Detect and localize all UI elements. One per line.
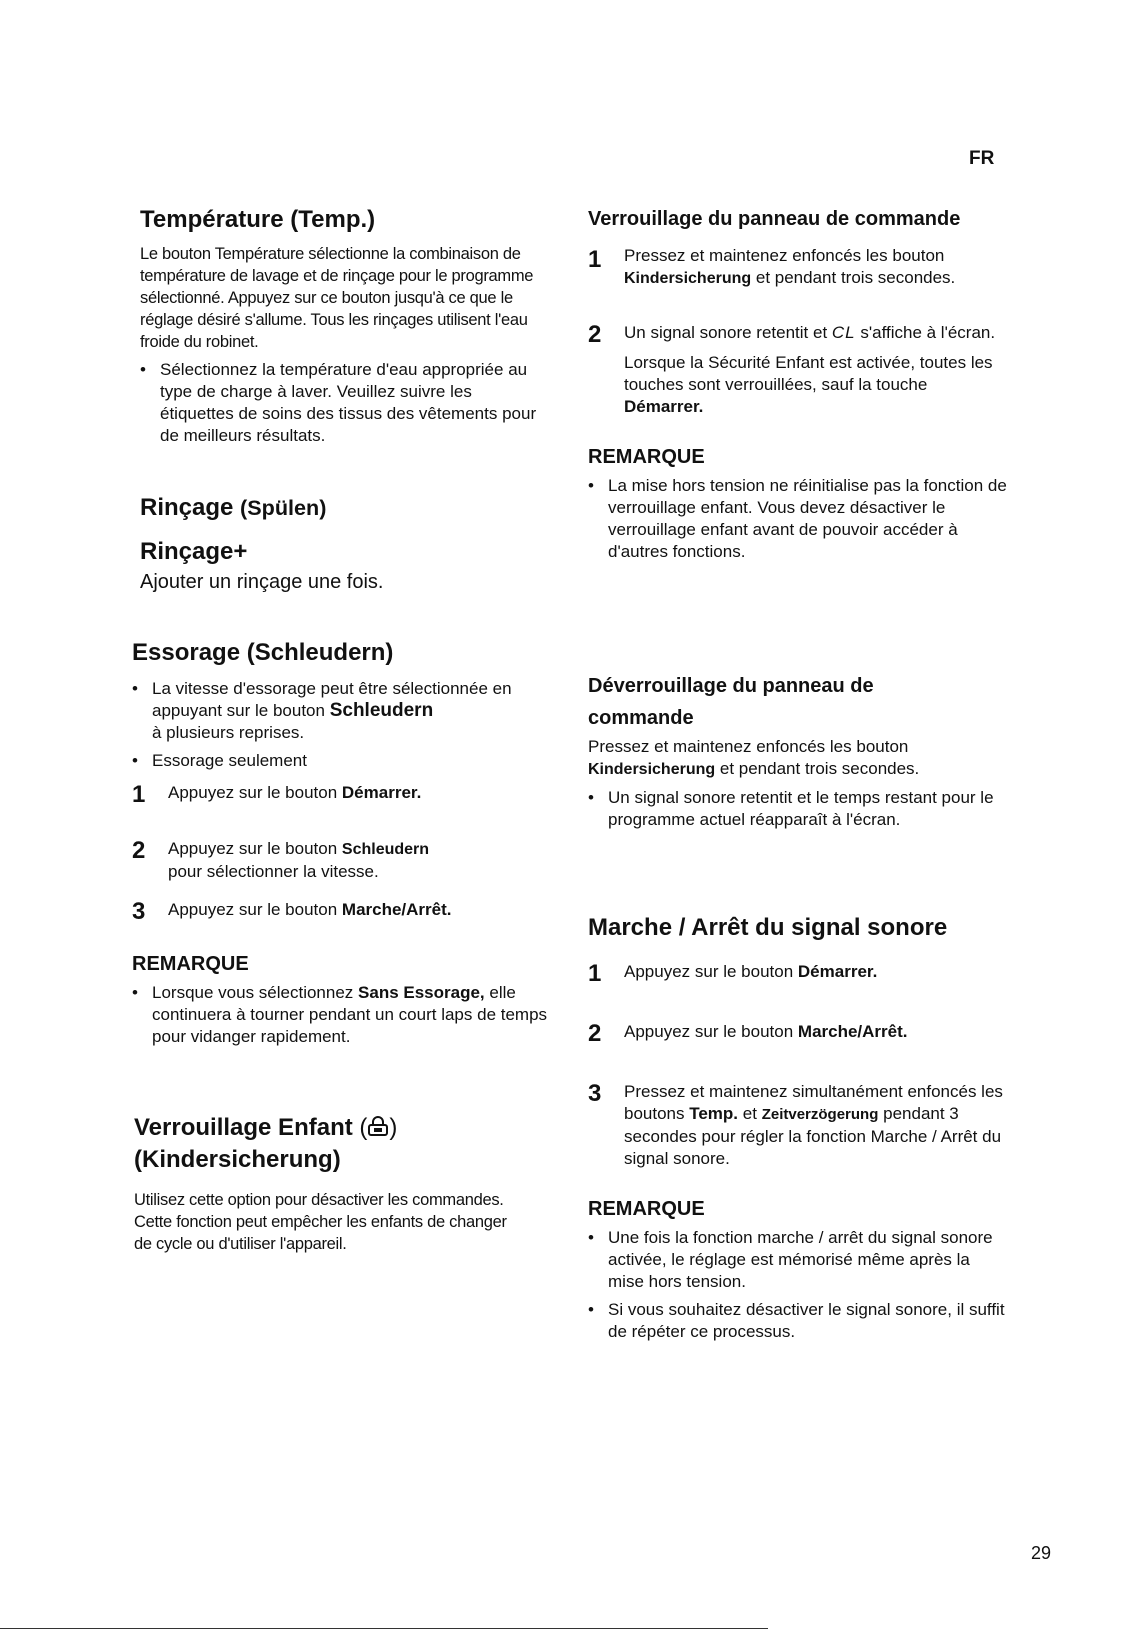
panel-lock-heading: Verrouillage du panneau de commande	[588, 208, 961, 230]
rinse-heading: Rinçage (Spülen)	[140, 494, 327, 521]
panel-lock-step-2: 2 Un signal sonore retentit et CL s'affiche à l'écran. Lorsque la Sécurité Enfant est activée, toutes les touches sont verrouillées, sauf la touche Démarrer.	[588, 322, 1008, 418]
panel-lock-note-heading: REMARQUE	[588, 446, 705, 468]
page-number: 29	[1031, 1543, 1052, 1563]
spin-step-1: 1 Appuyez sur le bouton Démarrer.	[132, 781, 422, 808]
panel-unlock-description: Pressez et maintenez enfoncés les bouton Kindersicherung et pendant trois secondes.	[588, 737, 920, 778]
beep-section	[588, 913, 1008, 1343]
child-lock-section	[134, 1113, 534, 1255]
panel-lock-step-1: 1 Pressez et maintenez enfoncés les bouton Kindersicherung et pendant trois secondes.	[588, 246, 956, 287]
beep-note-2: • Si vous souhaitez désactiver le signal sonore, il suffit de répéter ce processus.	[588, 1299, 1008, 1343]
beep-heading: Marche / Arrêt du signal sonore	[588, 914, 948, 941]
language-label: FR	[969, 148, 995, 169]
spin-note: • Lorsque vous sélectionnez Sans Essorage, elle continuera à tourner pendant un court laps de temps pour vidanger rapidement.	[132, 982, 552, 1048]
footer-rule	[0, 1628, 768, 1629]
child-lock-subheading: (Kindersicherung)	[134, 1146, 341, 1173]
panel-lock-step-2-detail: Lorsque la Sécurité Enfant est activée, toutes les touches sont verrouillées, sauf la touche Démarrer.	[624, 353, 993, 416]
panel-unlock-heading: Déverrouillage du panneau de commande	[588, 675, 874, 729]
spin-step-3: 3 Appuyez sur le bouton Marche/Arrêt.	[132, 898, 452, 925]
beep-note-heading: REMARQUE	[588, 1198, 705, 1220]
child-lock-heading: Verrouillage Enfant ( )	[134, 1113, 534, 1145]
spin-note-heading: REMARQUE	[132, 953, 249, 975]
spin-bullet-speed: • La vitesse d'essorage peut être sélectionnée en appuyant sur le bouton Schleudern à plusieurs reprises.	[132, 678, 552, 744]
rinse-plus-description: Ajouter un rinçage une fois.	[140, 571, 384, 593]
child-lock-description: Utilisez cette option pour désactiver les commandes. Cette fonction peut empêcher les enfants de changer de cycle ou d'utiliser l'appareil.	[134, 1191, 507, 1253]
child-lock-icon	[367, 1115, 389, 1145]
beep-step-1: 1 Appuyez sur le bouton Démarrer.	[588, 960, 878, 987]
beep-note-1: • Une fois la fonction marche / arrêt du signal sonore activée, le réglage est mémorisé même après la mise hors tension.	[588, 1227, 1008, 1293]
panel-lock-note: • La mise hors tension ne réinitialise pas la fonction de verrouillage enfant. Vous devez désactiver le verrouillage enfant avant de pouvoir accéder à d'autres fonctions.	[588, 475, 1008, 563]
child-lock-display-code: CL	[831, 323, 856, 342]
spin-section	[132, 638, 552, 1048]
beep-step-2: 2 Appuyez sur le bouton Marche/Arrêt.	[588, 1020, 908, 1047]
beep-step-3: 3 Pressez et maintenez simultanément enfoncés les boutons Temp. et Zeitverzögerung pendant 3 secondes pour régler la fonction Marche / Arrêt du signal sonore.	[588, 1080, 1003, 1168]
spin-step-2: 2 Appuyez sur le bouton Schleudern pour sélectionner la vitesse.	[132, 837, 430, 881]
panel-unlock-bullet: • Un signal sonore retentit et le temps restant pour le programme actuel réapparaît à l'écran.	[588, 787, 1008, 831]
panel-lock-section	[588, 205, 1008, 563]
panel-unlock-section	[588, 670, 1008, 831]
rinse-plus-heading: Rinçage+	[140, 538, 248, 565]
rinse-section	[140, 493, 550, 595]
temperature-heading: Température (Temp.)	[140, 206, 376, 233]
temperature-description: Le bouton Température sélectionne la combinaison de température de lavage et de rinçage pour le programme sélectionné. Appuyez sur ce bouton jusqu'à ce que le réglage désiré s'allume. Tous les rinçages utilisent l'eau froide du robinet.	[140, 245, 534, 351]
temperature-section	[140, 205, 550, 447]
spin-heading: Essorage (Schleudern)	[132, 639, 394, 666]
spin-bullet-only: • Essorage seulement	[132, 750, 552, 772]
temperature-tip: • Sélectionnez la température d'eau appropriée au type de charge à laver. Veuillez suivre les étiquettes de soins des tissus des vêtements pour de meilleurs résultats.	[140, 359, 550, 447]
